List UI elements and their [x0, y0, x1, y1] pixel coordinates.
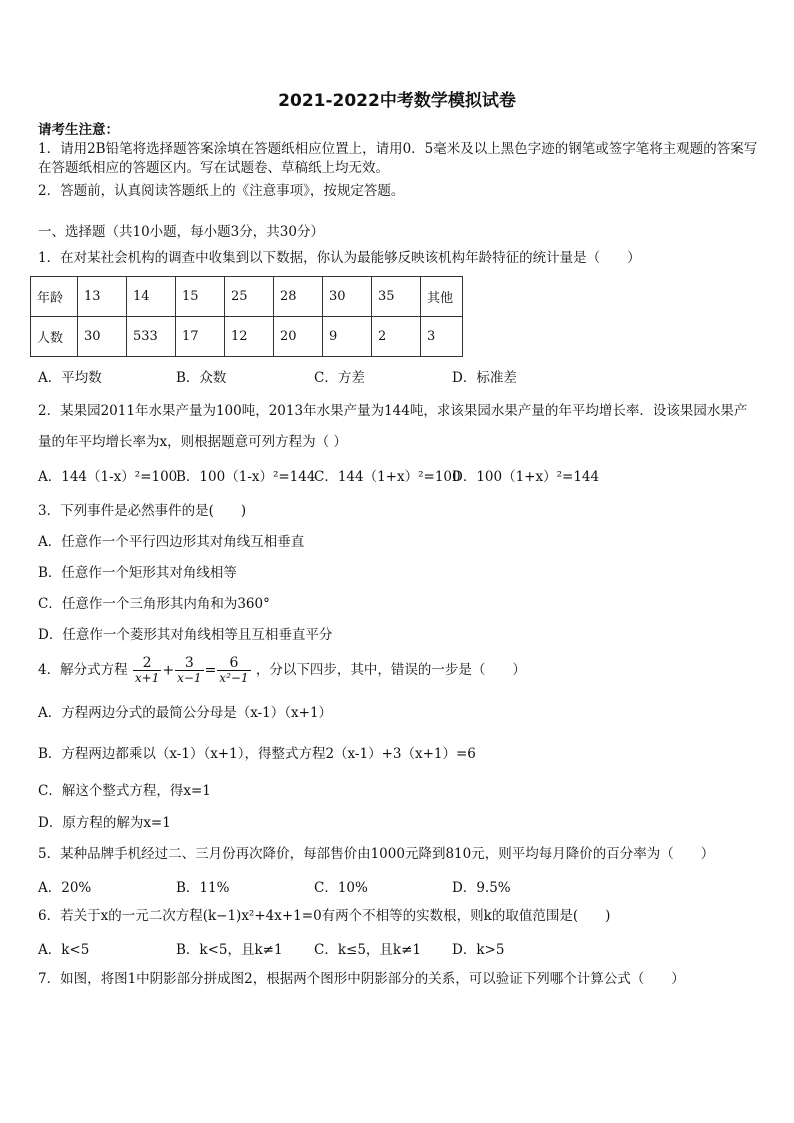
table-cell: 12 [225, 317, 274, 357]
q1-option-b: B．众数 [176, 370, 227, 386]
table-cell: 9 [323, 317, 372, 357]
q3-option-b: B．任意作一个矩形其对角线相等 [38, 565, 237, 581]
q4-option-d: D．原方程的解为x=1 [38, 815, 171, 831]
section-heading: 一、选择题（共10小题，每小题3分，共30分） [38, 224, 324, 240]
table-cell: 13 [78, 277, 127, 317]
q5-option-d: D．9.5% [452, 880, 511, 896]
table-cell: 3 [421, 317, 463, 357]
q4-stem-prefix: 4．解分式方程 [38, 662, 128, 678]
table-cell: 28 [274, 277, 323, 317]
table-cell: 20 [274, 317, 323, 357]
q2-option-a: A．144（1-x）²=100 [38, 469, 178, 485]
q4-stem [38, 652, 526, 689]
table-cell: 533 [127, 317, 176, 357]
q4-option-a: A．方程两边分式的最简公分母是（x-1）（x+1） [38, 705, 333, 721]
q1-data-table [30, 276, 463, 357]
fraction-denominator: x−1 [177, 671, 202, 685]
notice-item-2: 2．答题前，认真阅读答题纸上的《注意事项》，按规定答题。 [38, 183, 405, 199]
page-title: 2021-2022中考数学模拟试卷 [278, 91, 516, 111]
q5-option-c: C．10% [314, 880, 368, 896]
table-cell: 17 [176, 317, 225, 357]
q3-option-c: C．任意作一个三角形其内角和为360° [38, 596, 270, 612]
fraction-numerator: 3 [175, 656, 203, 671]
table-cell: 30 [78, 317, 127, 357]
q3-stem: 3．下列事件是必然事件的是( ) [38, 503, 247, 519]
q3-option-a: A．任意作一个平行四边形其对角线互相垂直 [38, 534, 305, 550]
equals-sign: = [204, 662, 217, 679]
table-cell: 其他 [421, 277, 463, 317]
q1-option-c: C．方差 [314, 370, 365, 386]
table-cell: 15 [176, 277, 225, 317]
table-cell: 人数 [31, 317, 78, 357]
fraction-numerator: 6 [217, 656, 250, 671]
table-row [31, 277, 463, 317]
q4-stem-suffix: ，分以下四步，其中，错误的一步是（ ） [255, 662, 526, 678]
q1-option-d: D．标准差 [452, 370, 517, 386]
table-cell: 30 [323, 277, 372, 317]
fraction-denominator: x²−1 [219, 671, 249, 685]
plus-sign: + [162, 662, 175, 679]
q5-option-b: B．11% [176, 880, 230, 896]
notice-item-1: 1．请用2B铅笔将选择题答案涂填在答题纸相应位置上，请用0．5毫米及以上黑色字迹的钢笔或签字笔将主观题的答案写在答题纸相应的答题区内。写在试题卷、草稿纸上均无效。 [38, 141, 758, 176]
q2-option-d: D．100（1+x）²=144 [452, 469, 600, 485]
q4-fraction-3 [217, 656, 250, 685]
q2-stem: 2．某果园2011年水果产量为100吨，2013年水果产量为144吨，求该果园水果产量的年平均增长率．设该果园水果产量的年平均增长率为x，则根据题意可列方程为（ ） [38, 403, 748, 450]
q6-option-b: B．k<5，且k≠1 [176, 942, 283, 958]
q2-option-b: B．100（1-x）²=144 [176, 469, 316, 485]
q4-option-b: B．方程两边都乘以（x-1）（x+1），得整式方程2（x-1）+3（x+1）=6 [38, 746, 476, 762]
table-cell: 14 [127, 277, 176, 317]
q4-option-c: C．解这个整式方程，得x=1 [38, 783, 211, 799]
q5-option-a: A．20% [38, 880, 92, 896]
q1-stem: 1．在对某社会机构的调查中收集到以下数据，你认为最能够反映该机构年龄特征的统计量是（ ） [38, 250, 641, 266]
table-cell: 年龄 [31, 277, 78, 317]
q2-option-c: C．144（1+x）²=100 [314, 469, 461, 485]
table-cell: 25 [225, 277, 274, 317]
table-row [31, 317, 463, 357]
table-cell: 2 [372, 317, 421, 357]
q5-stem: 5．某种品牌手机经过二、三月份再次降价，每部售价由1000元降到810元，则平均每月降价的百分率为（ ） [38, 846, 715, 862]
q4-fraction-2 [175, 656, 203, 685]
table-cell: 35 [372, 277, 421, 317]
q7-stem: 7．如图，将图1中阴影部分拼成图2，根据两个图形中阴影部分的关系，可以验证下列哪个计算公式（ ） [38, 971, 685, 987]
q6-option-c: C．k≤5，且k≠1 [314, 942, 421, 958]
notice-heading: 请考生注意： [38, 122, 119, 138]
fraction-denominator: x+1 [134, 671, 160, 685]
q6-option-a: A．k<5 [38, 942, 90, 958]
q6-option-d: D．k>5 [452, 942, 505, 958]
q6-stem: 6．若关于x的一元二次方程(k−1)x²+4x+1=0有两个不相等的实数根，则k的取值范围是( ) [38, 908, 611, 924]
q4-fraction-1 [133, 656, 161, 685]
fraction-numerator: 2 [133, 656, 161, 671]
q1-option-a: A．平均数 [38, 370, 102, 386]
q3-option-d: D．任意作一个菱形其对角线相等且互相垂直平分 [38, 627, 333, 643]
